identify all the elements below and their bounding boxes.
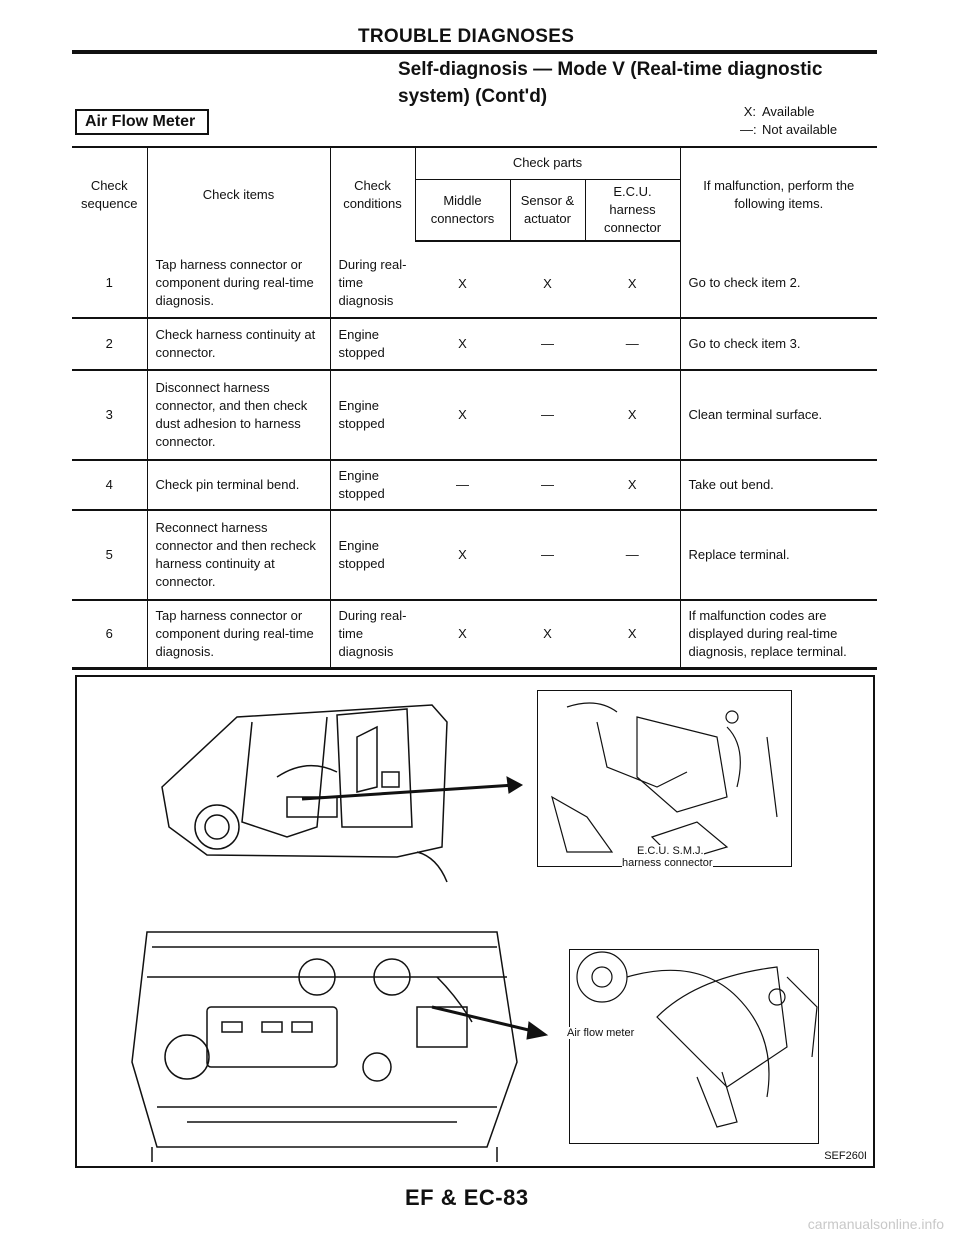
cell-ecu: X: [585, 370, 680, 460]
air-flow-meter-inset: [569, 949, 819, 1144]
table-row: [72, 510, 877, 600]
page-header-title: TROUBLE DIAGNOSES: [358, 26, 575, 47]
page-subtitle: Self-diagnosis — Mode V (Real-time diagnostic system) (Cont'd): [398, 59, 823, 107]
table-row: [72, 600, 877, 669]
cell-item: Check harness continuity at connector.: [147, 318, 330, 370]
legend-available: [740, 103, 837, 121]
table-row: [72, 241, 877, 318]
cell-action: Go to check item 2.: [680, 241, 877, 318]
cell-action: Clean terminal surface.: [680, 370, 877, 460]
ecu-connector-inset: [537, 690, 792, 867]
cell-sequence: 6: [72, 600, 147, 669]
cell-sensor: —: [510, 460, 585, 510]
cell-condition: Engine stopped: [330, 370, 415, 460]
harness-connector-label: harness connector: [622, 857, 713, 869]
cell-middle: X: [415, 241, 510, 318]
cell-condition: During real-time diagnosis: [330, 241, 415, 318]
cell-action: Take out bend.: [680, 460, 877, 510]
cell-ecu: X: [585, 460, 680, 510]
cell-sequence: 1: [72, 241, 147, 318]
cell-sensor: —: [510, 370, 585, 460]
page-number: EF & EC-83: [405, 1185, 529, 1210]
cell-middle: X: [415, 318, 510, 370]
cell-sequence: 2: [72, 318, 147, 370]
legend-text: Available: [762, 104, 815, 119]
legend-symbol: —:: [740, 122, 757, 137]
ecu-smj-label: E.C.U. S.M.J.: [637, 845, 704, 857]
cell-ecu: —: [585, 510, 680, 600]
legend-symbol: X:: [743, 104, 756, 119]
location-figure: [75, 675, 875, 1168]
cell-sequence: 5: [72, 510, 147, 600]
cell-middle: X: [415, 600, 510, 669]
cell-action: Go to check item 3.: [680, 318, 877, 370]
cell-condition: Engine stopped: [330, 460, 415, 510]
table-row: [72, 460, 877, 510]
diagnosis-table: [72, 146, 877, 670]
cell-ecu: X: [585, 241, 680, 318]
cell-sensor: X: [510, 600, 585, 669]
cell-condition: During real-time diagnosis: [330, 600, 415, 669]
cell-sequence: 3: [72, 370, 147, 460]
cell-middle: X: [415, 510, 510, 600]
header-items: Check items: [147, 147, 330, 241]
cell-item: Reconnect harness connector and then recheck harness continuity at connector.: [147, 510, 330, 600]
figure-code: SEF260I: [824, 1150, 867, 1162]
cell-action: If malfunction codes are displayed during real-time diagnosis, replace terminal.: [680, 600, 877, 669]
cell-sensor: —: [510, 510, 585, 600]
cell-action: Replace terminal.: [680, 510, 877, 600]
cell-ecu: —: [585, 318, 680, 370]
cell-sequence: 4: [72, 460, 147, 510]
header-action: If malfunction, perform the following items.: [680, 147, 877, 241]
cell-middle: —: [415, 460, 510, 510]
cell-item: Disconnect harness connector, and then check dust adhesion to harness connector.: [147, 370, 330, 460]
table-row: [72, 370, 877, 460]
header-sequence: Check sequence: [72, 147, 147, 241]
header-sensor-actuator: Sensor & actuator: [510, 179, 585, 241]
cell-condition: Engine stopped: [330, 318, 415, 370]
cell-ecu: X: [585, 600, 680, 669]
section-label: Air Flow Meter: [75, 109, 209, 135]
air-flow-meter-label: Air flow meter: [567, 1027, 635, 1039]
watermark: carmanualsonline.info: [807, 1216, 944, 1232]
cell-item: Tap harness connector or component during real-time diagnosis.: [147, 600, 330, 669]
legend: [740, 103, 837, 139]
legend-text: Not available: [762, 122, 838, 137]
cell-condition: Engine stopped: [330, 510, 415, 600]
header-middle-connectors: Middle connectors: [415, 179, 510, 241]
cell-item: Tap harness connector or component during real-time diagnosis.: [147, 241, 330, 318]
legend-not-available: [740, 121, 837, 139]
header-rule: [72, 50, 877, 54]
cell-item: Check pin terminal bend.: [147, 460, 330, 510]
cell-middle: X: [415, 370, 510, 460]
table-row: [72, 318, 877, 370]
header-conditions: Check conditions: [330, 147, 415, 241]
cell-sensor: X: [510, 241, 585, 318]
header-parts: Check parts: [415, 147, 680, 179]
header-ecu-connector: E.C.U. harness connector: [585, 179, 680, 241]
cell-sensor: —: [510, 318, 585, 370]
